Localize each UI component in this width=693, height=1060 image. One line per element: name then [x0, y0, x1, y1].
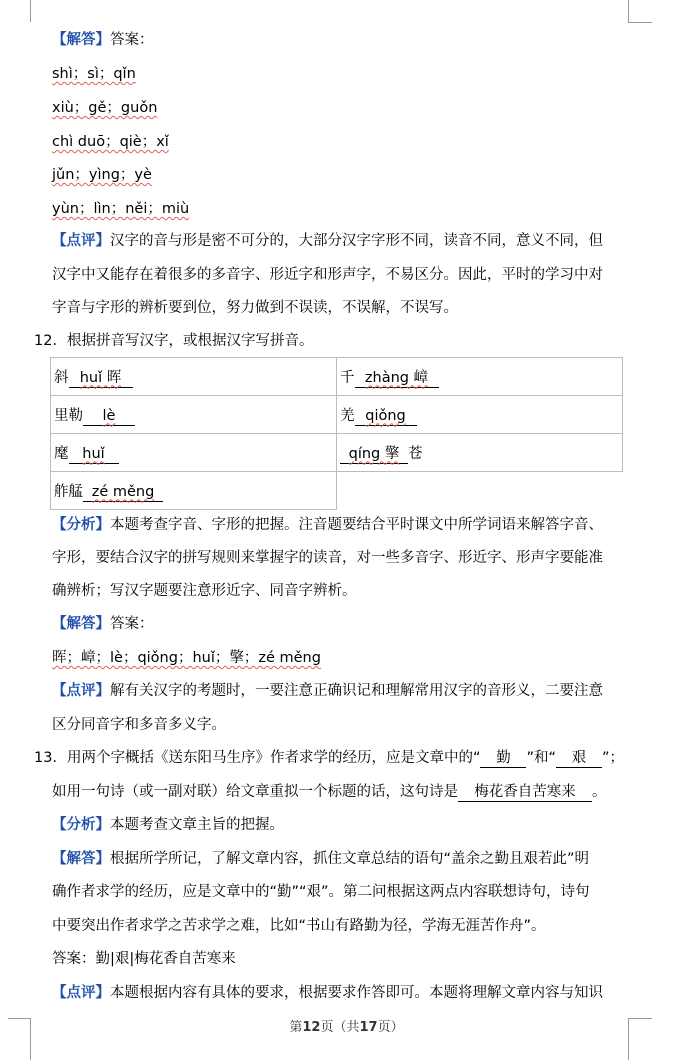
answer-line: 中要突出作者求学之苦求学之难，比如“书山有路勤为径，学海无涯苦作舟”。: [52, 918, 546, 934]
answer-blank: zé měng: [83, 483, 163, 502]
comment-line: 区分同音字和多音多义字。: [52, 717, 226, 733]
analysis-line: 【分析】本题考查字音、字形的把握。注音题要结合平时课文中所学词语来解答字音、: [52, 517, 603, 533]
answer-blank: huǐ: [69, 445, 119, 464]
crop-mark: [628, 22, 652, 23]
question-13-line: 如用一句诗（或一副对联）给文章重拟一个标题的话，这句诗是 梅花香自苦寒来 。: [52, 784, 607, 800]
analysis-tag: 【分析】: [52, 817, 110, 833]
answer-heading: 【解答】答案：: [52, 616, 154, 632]
answer-tag: 【解答】: [52, 616, 110, 632]
table-cell: 千 zhàng 嶂: [337, 358, 623, 396]
table-cell-empty: [337, 472, 623, 510]
page-total: 17: [359, 1020, 378, 1035]
table-cell: 斜 huǐ 晖: [51, 358, 337, 396]
page-number: 12: [302, 1020, 321, 1035]
table-cell: qíng 擎 苍: [337, 434, 623, 472]
pinyin-answer-line: shì；sì；qǐn: [52, 66, 136, 82]
answer-line: 答案：勤|艰|梅花香自苦寒来: [52, 951, 236, 967]
pinyin-answer-line: xiù；gě；guǒn: [52, 100, 158, 116]
comment-line: 【点评】汉字的音与形是密不可分的，大部分汉字字形不同，读音不同，意义不同，但: [52, 233, 603, 249]
analysis-line: 确辨析；写汉字题要注意形近字、同音字辨析。: [52, 583, 357, 599]
comment-line: 字音与字形的辨析要到位，努力做到不误读，不误解，不误写。: [52, 300, 458, 316]
answer-tag: 【解答】: [52, 32, 110, 48]
crop-mark: [628, 0, 629, 22]
answer-blank: 勤: [480, 749, 526, 768]
table-cell: 羌 qiǒng: [337, 396, 623, 434]
table-row: [51, 358, 623, 396]
comment-tag: 【点评】: [52, 683, 110, 699]
table-cell: 舴艋 zé měng: [51, 472, 337, 510]
pinyin-answer-line: chì duō；qiè；xǐ: [52, 134, 169, 150]
question-13-line: 13．用两个字概括《送东阳马生序》作者求学的经历，应是文章中的“ 勤 ”和“ 艰 ”；: [34, 750, 625, 766]
answer-blank: huǐ 晖: [69, 369, 133, 388]
table-cell: 里勒 lè: [51, 396, 337, 434]
pinyin-answer-line: yùn；lìn；něi；miù: [52, 201, 190, 217]
comment-line: 【点评】解有关汉字的考题时，一要注意正确识记和理解常用汉字的音形义，二要注意: [52, 683, 603, 699]
crop-mark: [30, 0, 31, 22]
answer-blank: qíng 擎: [340, 445, 408, 464]
analysis-line: 【分析】本题考查文章主旨的把握。: [52, 817, 284, 833]
pinyin-answer-line: jǔn；yìng；yè: [52, 167, 152, 183]
answer-tag: 【解答】: [52, 851, 110, 867]
question-12-title: 12．根据拼音写汉字，或根据汉字写拼音。: [34, 333, 314, 349]
answer-blank: 艰: [556, 749, 602, 768]
page-footer: 第12页（共17页）: [289, 1020, 404, 1035]
answer-lead: 答案：: [110, 32, 154, 48]
table-row: [51, 396, 623, 434]
analysis-line: 字形，要结合汉字的拼写规则来掌握字的读音，对一些多音字、形近字、形声字要能准: [52, 550, 603, 566]
answer-blank: lè: [83, 407, 135, 426]
answer-blank: zhàng 嶂: [355, 369, 439, 388]
analysis-tag: 【分析】: [52, 517, 110, 533]
table-row: [51, 472, 623, 510]
answer-line: 晖；嶂；lè；qiǒng；huǐ；擎；zé měng: [52, 650, 321, 666]
pinyin-table: [50, 357, 623, 510]
table-row: [51, 434, 623, 472]
answer-line: 确作者求学的经历，应是文章中的“勤”“艰”。第二问根据这两点内容联想诗句，诗句: [52, 884, 590, 900]
comment-tag: 【点评】: [52, 985, 110, 1001]
comment-line: 【点评】本题根据内容有具体的要求，根据要求作答即可。本题将理解文章内容与知识: [52, 985, 603, 1001]
answer-heading: [52, 30, 642, 50]
answer-line: 【解答】根据所学所记，了解文章内容，抓住文章总结的语句“盖余之勤且艰若此”明: [52, 851, 590, 867]
comment-tag: 【点评】: [52, 233, 110, 249]
answer-blank: 梅花香自苦寒来: [458, 783, 592, 802]
comment-line: 汉字中又能存在着很多的多音字、形近字和形声字，不易区分。因此，平时的学习中对: [52, 267, 603, 283]
answer-blank: qiǒng: [355, 407, 417, 426]
table-cell: 麾 huǐ: [51, 434, 337, 472]
